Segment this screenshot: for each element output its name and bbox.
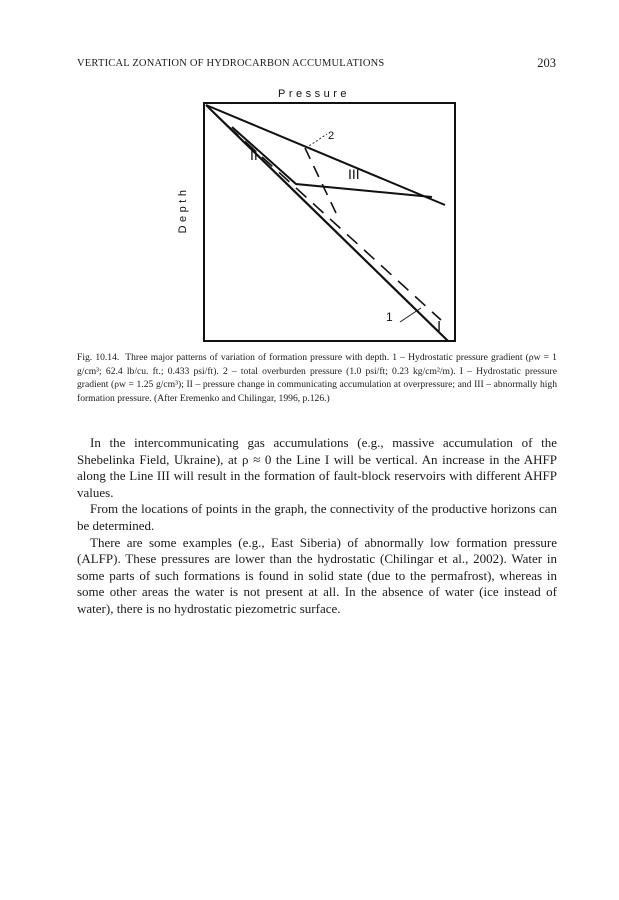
pressure-depth-figure xyxy=(0,0,619,360)
label-1-leader xyxy=(400,308,421,322)
paragraph: There are some examples (e.g., East Siberia) of abnormally low formation pressure (ALFP). These pressures are lower than the hydrostatic (Chilingar et al., 2002). Water in some parts of such formations is found in solid state (due to the permafrost), whereas in some other areas the water is not present at all. In the absence of water (ice instead of water), there is no hydrostatic piezometric surface. xyxy=(77,534,557,616)
line-1-hydrostatic xyxy=(206,105,448,341)
curve-label-II: II xyxy=(250,147,258,163)
caption-text: Three major patterns of variation of formation pressure with depth. 1 – Hydrostatic pressure gradient (ρw = 1 g/cm³; 62.4 lb/cu. ft.; 0.433 psi/ft). 2 – total overburden pressure (1.0 psi/ft; 0.23 kg/cm²/m). I – Hydrostatic pressure gradient (ρw = 1.25 g/cm³); II – pressure change in communicating accumulation at overpressure; and III – abnormally high formation pressure. (After Eremenko and Chilingar, 1996, p.126.) xyxy=(77,352,557,404)
running-title: VERTICAL ZONATION OF HYDROCARBON ACCUMULATIONS xyxy=(77,58,385,69)
curve-label-1: 1 xyxy=(386,310,393,324)
x-axis-label: Pressure xyxy=(277,88,351,100)
y-axis-label: Depth xyxy=(177,186,189,234)
label-2-leader xyxy=(306,134,327,148)
page-number: 203 xyxy=(537,56,556,70)
curve-label-I: I xyxy=(437,318,442,335)
caption-label: Fig. 10.14. xyxy=(77,352,120,363)
paragraph: From the locations of points in the graph, the connectivity of the productive horizons can be determined. xyxy=(77,501,557,533)
line-I-dashed xyxy=(228,126,441,320)
curve-label-III: III xyxy=(348,166,360,182)
curve-label-2: 2 xyxy=(328,130,335,142)
body-text xyxy=(77,435,557,618)
figure-caption xyxy=(77,351,557,405)
paragraph: In the intercommunicating gas accumulations (e.g., massive accumulation of the Shebelinka Field, Ukraine), at ρ ≈ 0 the Line I will be vertical. An increase in the AHFP along the Line III will result in the formation of fault-block reservoirs with different AHFP values. xyxy=(77,435,557,500)
